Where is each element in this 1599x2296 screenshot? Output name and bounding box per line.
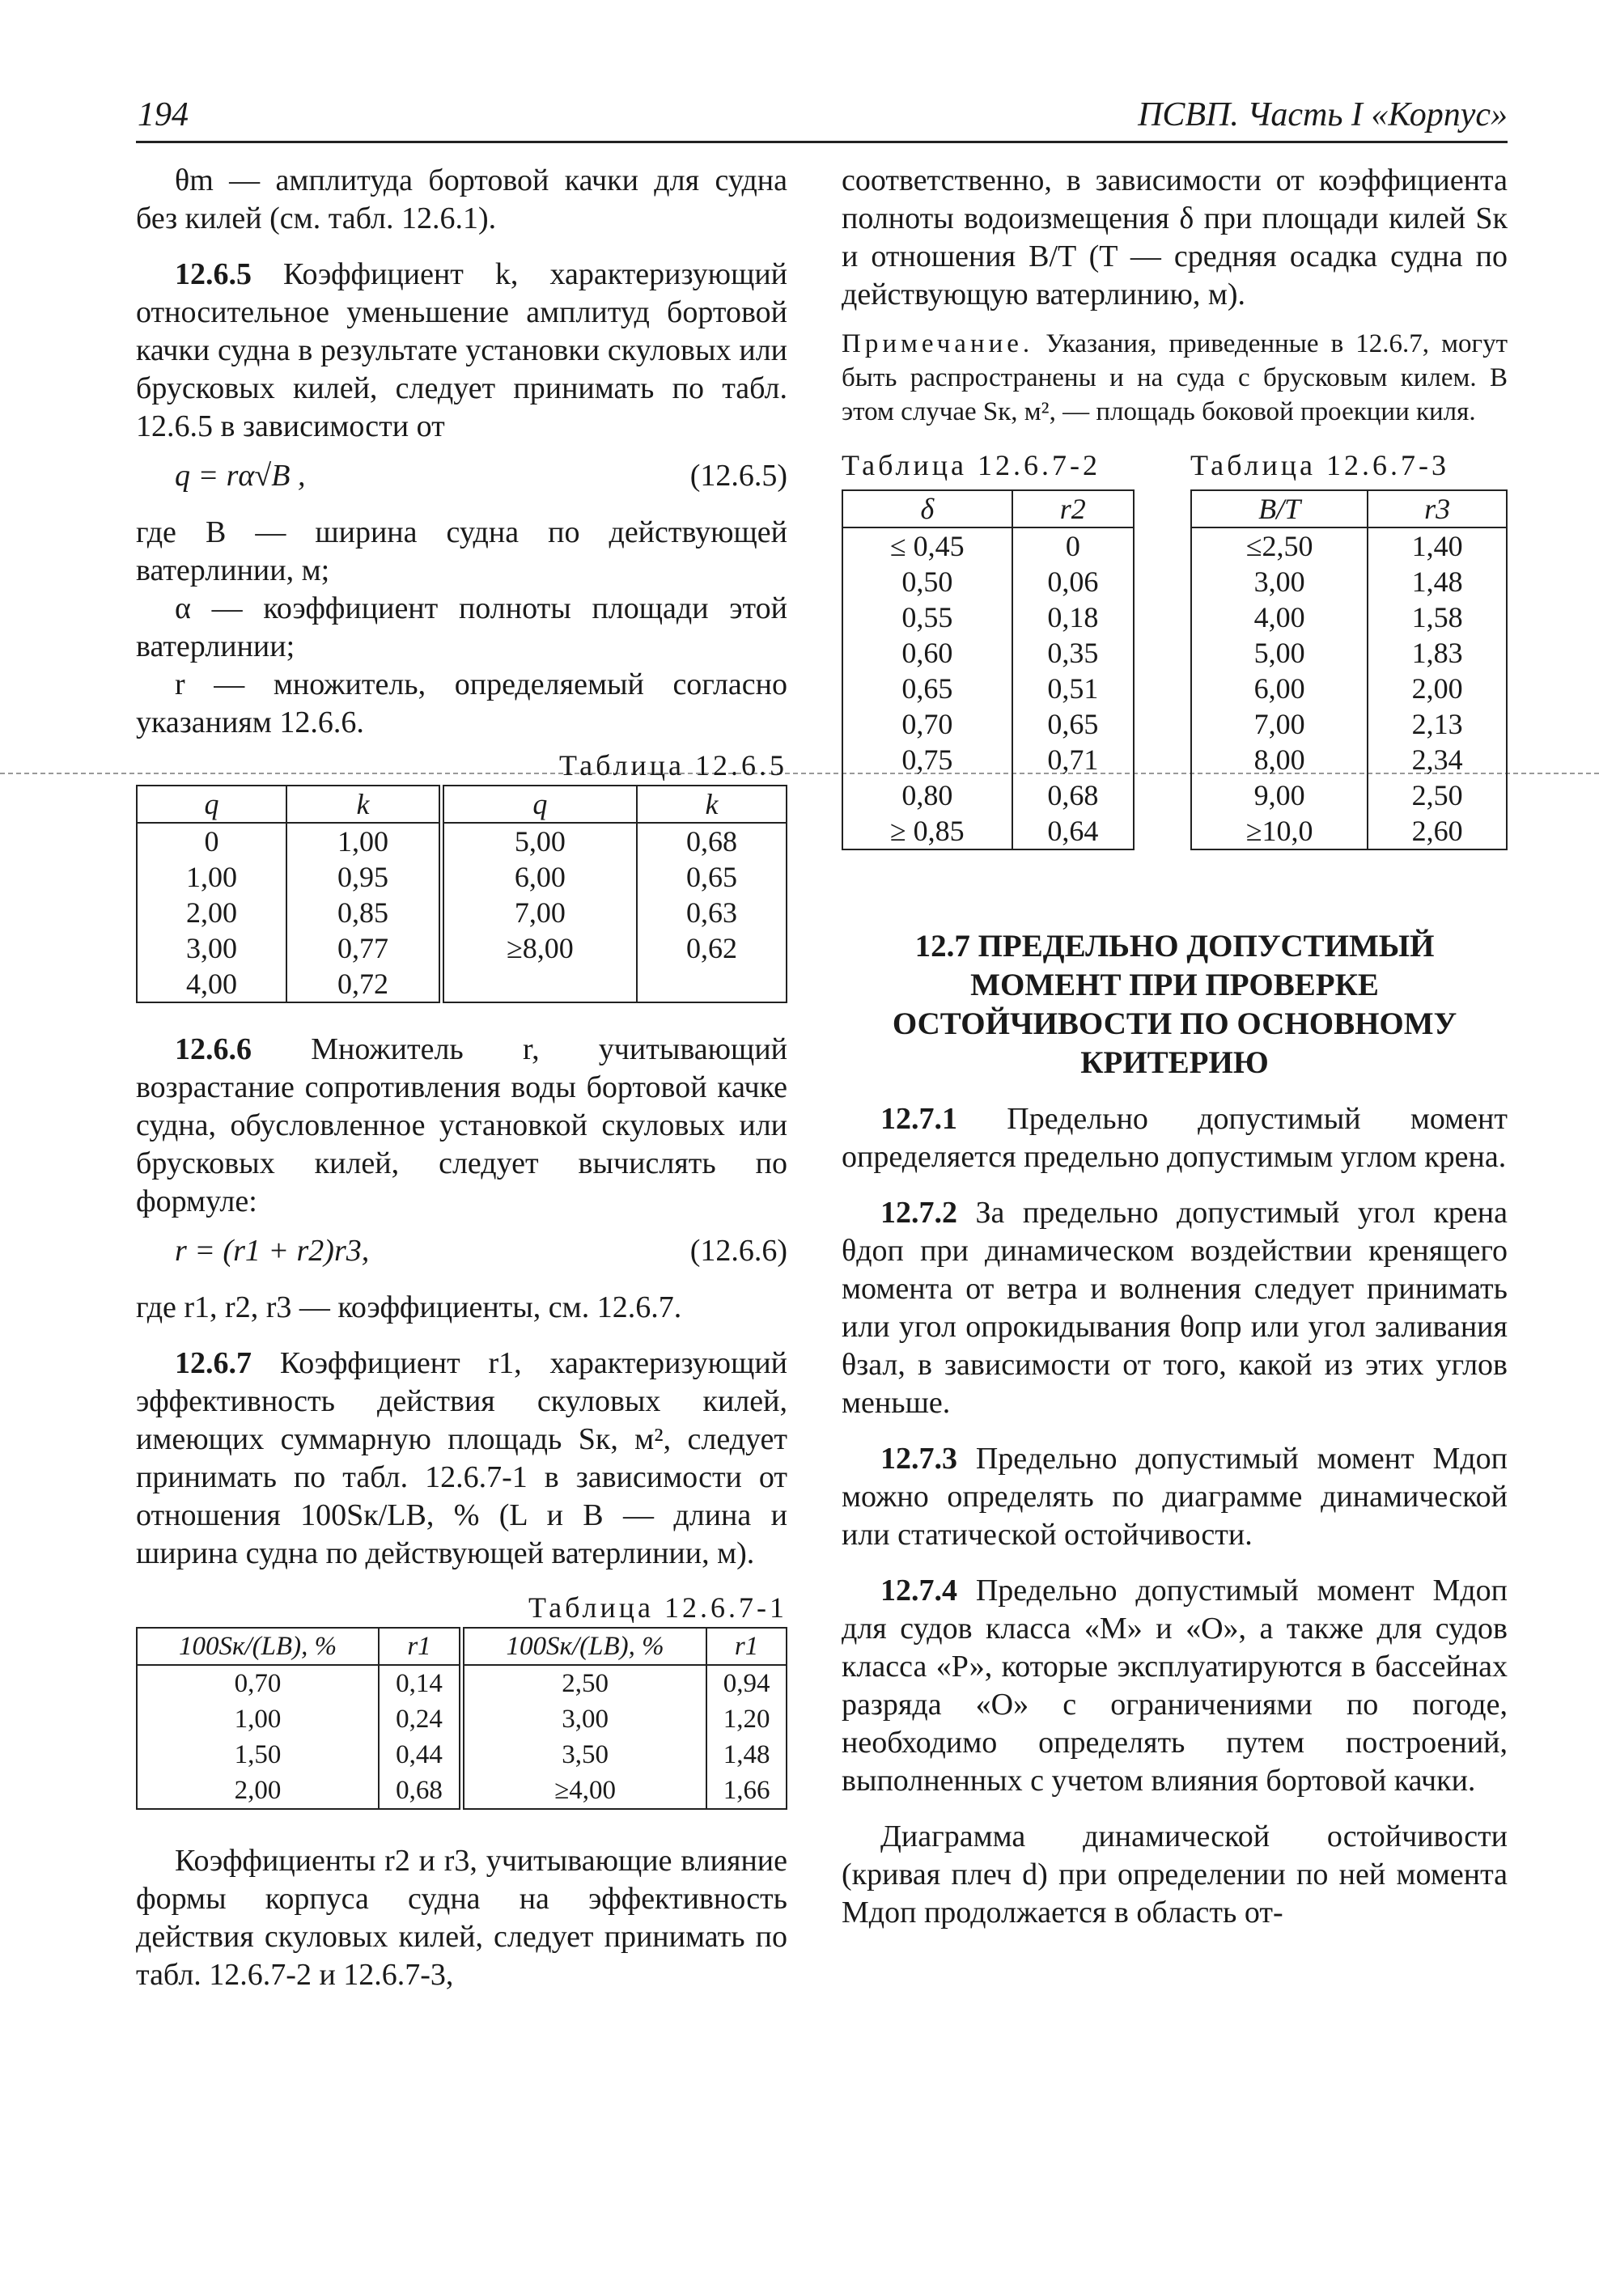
table-cell (441, 966, 636, 1002)
table-cell: 7,00 (441, 895, 636, 930)
table-row (1191, 706, 1507, 742)
running-title: ПСВП. Часть I «Корпус» (1138, 96, 1508, 133)
table-header: r1 (706, 1628, 787, 1665)
table-header: k (286, 786, 441, 823)
clause-12-7-2 (842, 1194, 1508, 1422)
table-cell: 1,20 (723, 1705, 770, 1734)
table-12-6-5 (136, 785, 787, 1003)
table-row (842, 527, 1134, 564)
table-row (842, 742, 1134, 777)
table-cell: 1,48 (723, 1740, 770, 1769)
table-cell: 9,00 (1191, 777, 1368, 813)
formula-number: (12.6.6) (689, 1234, 787, 1268)
paragraph: Диаграмма динамической остойчивости (кривая плеч d) при определении по ней момента Mдоп продолжается в область от- (842, 1819, 1508, 1930)
table-cell: 0,62 (685, 932, 737, 964)
table-cell: 2,00 (137, 895, 286, 930)
table-cell: 0,71 (1047, 743, 1099, 776)
table-cell: 2,60 (1411, 815, 1463, 847)
table-cell: 1,58 (1411, 601, 1463, 633)
clause-text: За предельно допустимый угол крена θдоп при динамическом воздействии кренящего момента от ветра и волнения следует принимать или угол опрокидывания θопр или угол заливания θзал, в зависимости от того, какой из этих углов меньше. (842, 1196, 1508, 1420)
table-cell: 0,63 (685, 896, 737, 929)
table-cell: 5,00 (1191, 635, 1368, 671)
table-12-6-7-2-block (842, 447, 1135, 850)
table-cell: 0,65 (1047, 708, 1099, 740)
table-cell: ≥ 0,85 (842, 813, 1012, 849)
table-row (137, 930, 787, 966)
table-cell: 1,66 (723, 1776, 770, 1805)
table-row (137, 1737, 787, 1773)
table-header: q (137, 786, 286, 823)
table-cell: ≥8,00 (441, 930, 636, 966)
definition-r: r — множитель, определяемый согласно указаниям 12.6.6. (136, 667, 787, 739)
paragraph: соответственно, в зависимости от коэффициента полноты водоизмещения δ при площади килей Sк и отношения B/T (T — средняя осадка судна по действующую ватерлинию, м). (842, 163, 1508, 311)
table-cell: 0,51 (1047, 672, 1099, 705)
table-cell: 0,50 (842, 564, 1012, 599)
table-cell: 0,80 (842, 777, 1012, 813)
clause-12-6-6 (136, 1031, 787, 1221)
table-cell: 2,00 (137, 1773, 379, 1809)
table-row (842, 706, 1134, 742)
table-row (842, 671, 1134, 706)
table-row (842, 635, 1134, 671)
table-cell: 0,94 (723, 1669, 770, 1698)
table-row (842, 777, 1134, 813)
clause-12-7-4 (842, 1572, 1508, 1800)
table-cell: 2,34 (1411, 743, 1463, 776)
clause-12-6-7 (136, 1345, 787, 1573)
formula-12-6-5 (136, 457, 787, 506)
table-cell: 0,72 (286, 966, 441, 1002)
table-cell: 1,48 (1411, 566, 1463, 598)
clause-text: Коэффициент k, характеризующий относительное уменьшение амплитуд бортовой качки судна в результате установки скуловых или брусковых килей, следует принимать по табл. 12.6.5 в зависимости от (136, 257, 787, 443)
table-row (137, 966, 787, 1002)
table-cell: 0,06 (1047, 566, 1099, 598)
clause-number: 12.7.4 (880, 1574, 957, 1608)
table-caption: Таблица 12.6.5 (559, 749, 787, 782)
table-row (1191, 742, 1507, 777)
table-cell: 0,75 (842, 742, 1012, 777)
table-cell: 7,00 (1191, 706, 1368, 742)
paragraph: θm — амплитуда бортовой качки для судна без килей (см. табл. 12.6.1). (136, 163, 787, 235)
table-row (137, 1701, 787, 1737)
clause-number: 12.7.2 (880, 1196, 957, 1230)
table-cell: 0,60 (842, 635, 1012, 671)
table-row (1191, 527, 1507, 564)
table-cell: 4,00 (1191, 599, 1368, 635)
table-header: r1 (379, 1628, 461, 1665)
table-row (842, 599, 1134, 635)
table-cell: 0,44 (379, 1737, 461, 1773)
table-header: δ (842, 490, 1012, 527)
section-title: 12.7 ПРЕДЕЛЬНО ДОПУСТИМЫЙ МОМЕНТ ПРИ ПРОВЕРКЕ ОСТОЙЧИВОСТИ ПО ОСНОВНОМУ КРИТЕРИЮ (892, 929, 1457, 1080)
table-cell: 0,55 (842, 599, 1012, 635)
table-cell: 3,00 (461, 1701, 706, 1737)
table-row (842, 564, 1134, 599)
table-cell: 1,00 (137, 859, 286, 895)
clause-text: Коэффициент r1, характеризующий эффективность действия скуловых килей, имеющих суммарную площадь Sк, м², следует принимать по табл. 12.6.7-1 в зависимости от отношения 100Sк/LB, % (L и B — длина и ширина судна по действующей ватерлинии, м). (136, 1346, 788, 1570)
table-cell: 0,18 (1047, 601, 1099, 633)
table-cell: 3,00 (1191, 564, 1368, 599)
clause-12-7-1 (842, 1100, 1508, 1176)
table-header: r3 (1368, 490, 1507, 527)
table-cell: 0,68 (1047, 779, 1099, 811)
table-row (137, 859, 787, 895)
table-header: k (637, 786, 787, 823)
table-cell: 4,00 (137, 966, 286, 1002)
table-cell: ≤2,50 (1191, 527, 1368, 564)
table-cell: 6,00 (1191, 671, 1368, 706)
note (842, 327, 1508, 429)
table-row (1191, 635, 1507, 671)
formula-number: (12.6.5) (689, 459, 787, 493)
definition-B: где B — ширина судна по действующей ватерлинии, м; (136, 515, 787, 587)
table-cell: 0,95 (286, 859, 441, 895)
table-12-6-7-3-block (1190, 447, 1508, 850)
table-cell: 0,24 (379, 1701, 461, 1737)
definition-alpha: α — коэффициент полноты площади этой ватерлинии; (136, 591, 787, 663)
formula: r = (r1 + r2)r3, (175, 1234, 370, 1268)
left-column (136, 162, 787, 1994)
clause-text: Множитель r, учитывающий возрастание сопротивления воды бортовой качке судна, обусловленное установкой скуловых или брусковых килей, следует вычислять по формуле: (136, 1032, 787, 1218)
table-caption: Таблица 12.6.7-1 (528, 1591, 787, 1624)
table-row (137, 823, 787, 859)
clause-number: 12.6.5 (175, 257, 252, 291)
definition-r123: где r1, r2, r3 — коэффициенты, см. 12.6.7. (136, 1290, 682, 1324)
table-header: B/T (1191, 490, 1368, 527)
table-12-6-7-3 (1190, 489, 1508, 850)
page-number: 194 (138, 96, 189, 133)
table-cell: 1,00 (137, 1701, 379, 1737)
table-cell: 6,00 (441, 859, 636, 895)
table-cell: 0 (137, 823, 286, 859)
table-cell: 2,50 (461, 1665, 706, 1701)
table-cell: 0,70 (137, 1665, 379, 1701)
table-cell (637, 966, 787, 1002)
table-cell: ≥4,00 (461, 1773, 706, 1809)
formula: q = rα√B , (175, 459, 306, 493)
table-cell: 3,50 (461, 1737, 706, 1773)
table-cell: 0,70 (842, 706, 1012, 742)
right-column (842, 162, 1508, 1932)
table-cell: 0,65 (842, 671, 1012, 706)
clause-text: Предельно допустимый момент Mдоп можно определять по диаграмме динамической или статической остойчивости. (842, 1442, 1508, 1552)
table-header: 100Sк/(LB), % (137, 1628, 379, 1665)
table-cell: 0 (1065, 530, 1080, 562)
table-row (137, 1773, 787, 1809)
table-cell: 2,50 (1411, 779, 1463, 811)
table-row (1191, 599, 1507, 635)
table-cell: 0,64 (1047, 815, 1099, 847)
clause-12-6-5 (136, 256, 787, 446)
table-row (1191, 564, 1507, 599)
table-caption: Таблица 12.6.7-2 (842, 449, 1101, 481)
table-cell: 2,00 (1411, 672, 1463, 705)
table-cell: 3,00 (137, 930, 286, 966)
clause-12-7-3 (842, 1440, 1508, 1554)
table-header: 100Sк/(LB), % (461, 1628, 706, 1665)
table-header: r2 (1012, 490, 1134, 527)
note-text: Указания, приведенные в 12.6.7, могут быть распространены и на суда с брусковым килем. В этом случае Sк, м², — площадь боковой проекции киля. (842, 329, 1508, 426)
clause-number: 12.6.7 (175, 1346, 252, 1380)
table-cell: 0,35 (1047, 637, 1099, 669)
table-cell: 5,00 (441, 823, 636, 859)
clause-number: 12.7.3 (880, 1442, 957, 1476)
table-row (1191, 777, 1507, 813)
table-cell: 1,00 (286, 823, 441, 859)
table-cell: 2,13 (1411, 708, 1463, 740)
table-row (137, 895, 787, 930)
table-cell: 0,68 (379, 1773, 461, 1809)
clause-text: Предельно допустимый момент Mдоп для судов класса «М» и «О», а также для судов класса «Р», которые эксплуатируются в бассейнах разряда «О» с ограничениями по погоде, необходимо определять путем построений, выполненных с учетом влияния бортовой качки. (842, 1574, 1508, 1798)
formula-12-6-6 (136, 1232, 787, 1281)
table-12-6-7-1 (136, 1627, 787, 1810)
table-cell: ≥10,0 (1191, 813, 1368, 849)
table-pair (842, 447, 1508, 900)
table-caption: Таблица 12.6.7-3 (1190, 449, 1449, 481)
table-cell: 1,50 (137, 1737, 379, 1773)
clause-number: 12.7.1 (880, 1102, 957, 1136)
table-cell: 0,14 (379, 1665, 461, 1701)
table-row (842, 813, 1134, 849)
table-row (1191, 671, 1507, 706)
note-label: Примечание. (842, 329, 1034, 358)
table-header: q (441, 786, 636, 823)
page-header (136, 95, 1508, 143)
table-cell: 8,00 (1191, 742, 1368, 777)
table-row (137, 1665, 787, 1701)
clause-text: Предельно допустимый момент определяется предельно допустимым углом крена. (842, 1102, 1508, 1174)
table-12-6-7-2 (842, 489, 1135, 850)
table-row (1191, 813, 1507, 849)
table-cell: ≤ 0,45 (842, 527, 1012, 564)
table-cell: 0,68 (685, 825, 737, 858)
table-cell: 0,77 (286, 930, 441, 966)
clause-number: 12.6.6 (175, 1032, 252, 1066)
table-cell: 1,83 (1411, 637, 1463, 669)
table-cell: 0,85 (286, 895, 441, 930)
paragraph: Коэффициенты r2 и r3, учитывающие влияние формы корпуса судна на эффективность действия скуловых килей, следует принимать по табл. 12.6.7-2 и 12.6.7-3, (136, 1844, 787, 1992)
table-cell: 0,65 (685, 861, 737, 893)
table-cell: 1,40 (1411, 530, 1463, 562)
